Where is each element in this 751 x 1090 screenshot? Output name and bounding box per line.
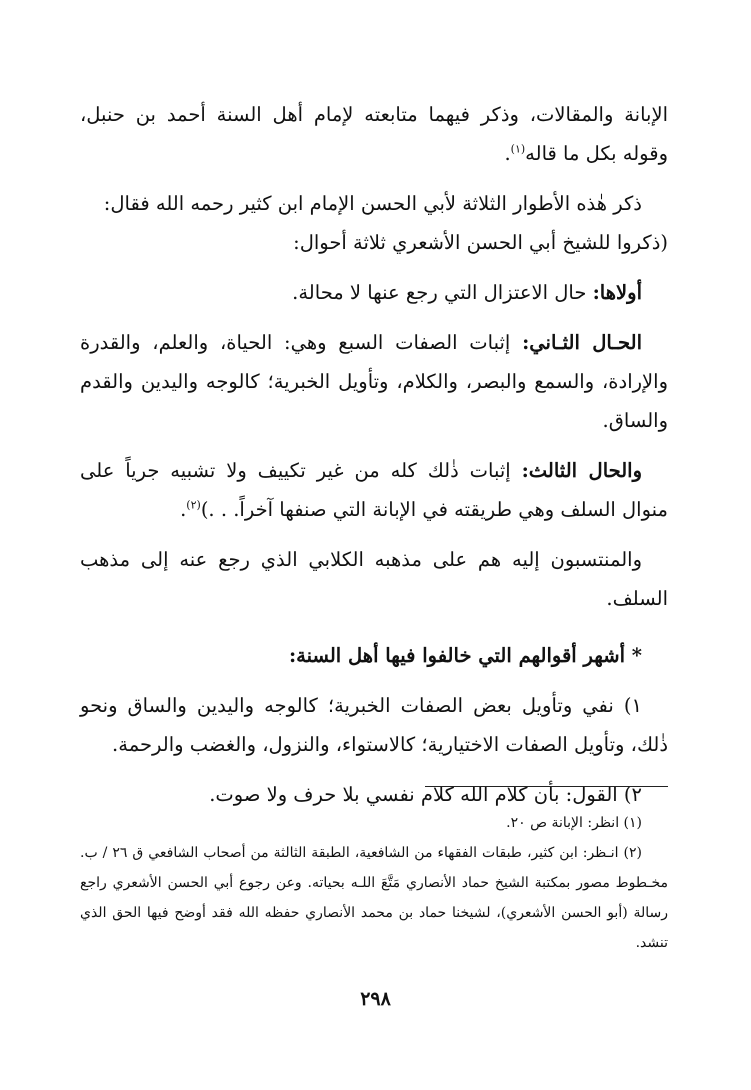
footnotes [80, 808, 668, 958]
paragraph-5-end: . [180, 498, 187, 521]
list-item-2-text: ٢) القول: بأن كلام الله كلام نفسي بلا حرف ولا صوت. [209, 783, 642, 806]
page-body [80, 95, 668, 825]
paragraph-1-end: . [504, 142, 511, 165]
paragraph-2 [80, 184, 668, 262]
paragraph-6-text: والمنتسبون إليه هم على مذهبه الكلابي الذي رجع عنه إلى مذهب السلف. [80, 548, 668, 610]
page-number: ٢٩٨ [360, 988, 391, 1010]
paragraph-2-line-1: ذكر هٰذه الأطوار الثلاثة لأبي الحسن الإمام ابن كثير رحمه الله فقال: [103, 192, 642, 215]
footnote-ref-1: (١) [510, 142, 526, 156]
paragraph-6 [80, 540, 668, 618]
footnote-divider [425, 786, 668, 787]
footnote-1: (١) انظر: الإبانة ص ٢٠. [506, 815, 642, 831]
paragraph-3-text: حال الاعتزال التي رجع عنها لا محالة. [292, 281, 593, 304]
list-item-1-text: ١) نفي وتأويل بعض الصفات الخبرية؛ كالوجه واليدين والساق ونحو ذٰلك، وتأويل الصفات الاختيارية؛ كالاستواء، والنزول، والغضب والرحمة. [80, 694, 668, 756]
section-heading: * أشهر أقوالهم التي خالفوا فيها أهل السنة: [288, 644, 642, 667]
paragraph-5-lead: والحال الثالث: [521, 459, 643, 482]
paragraph-3 [80, 273, 668, 312]
paragraph-2-line-2: (ذكروا للشيخ أبي الحسن الأشعري ثلاثة أحوال: [293, 231, 668, 254]
paragraph-5-text: إثبات ذٰلك كله من غير تكييف ولا تشبيه جرياً على منوال السلف وهي طريقته في الإبانة التي صنفها آخراً. . .) [80, 459, 668, 521]
paragraph-3-lead: أولاها: [592, 281, 642, 304]
paragraph-4 [80, 323, 668, 440]
footnote-ref-2: (٢) [186, 498, 201, 512]
paragraph-1-text: الإبانة والمقالات، وذكر فيهما متابعته لإمام أهل السنة أحمد بن حنبل، وقوله بكل ما قاله [80, 103, 668, 165]
paragraph-4-text: إثبات الصفات السبع وهي: الحياة، والعلم، والقدرة والإرادة، والسمع والبصر، والكلام، وتأويل الخبرية؛ كالوجه واليدين والقدم والساق. [80, 331, 668, 432]
paragraph-5 [80, 451, 668, 529]
paragraph-1 [80, 95, 668, 173]
footnote-2: (٢) انـظر: ابن كثير، طبقات الفقهاء من الشافعية، الطبقة الثالثة من أصحاب الشافعي ق ٢٦ / ب. مخـطوط مصور بمكتبة الشيخ حماد الأنصاري مَتَّعَ اللـه بحياته. وعن رجوع أبي الحسن الأشعري راجع رسالة (أبو الحسن الأشعري)، لشيخنا حماد بن محمد الأنصاري حفظه الله فقد أوضح فيها الحق الذي تنشد. [80, 845, 668, 951]
paragraph-4-lead: الحـال الثـاني: [522, 331, 642, 354]
list-item-1 [80, 686, 668, 764]
